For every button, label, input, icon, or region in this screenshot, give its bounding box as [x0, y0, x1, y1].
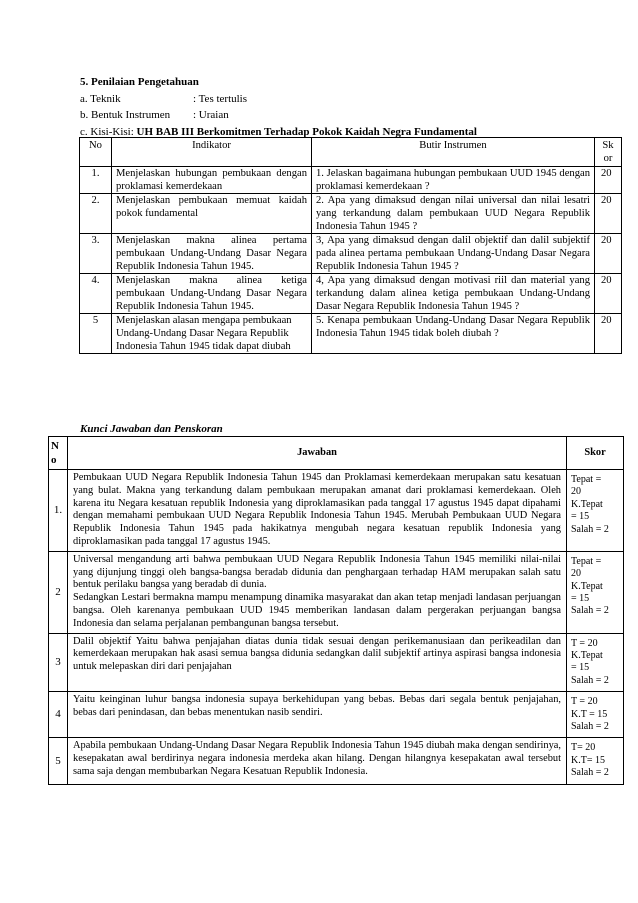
table-header-row	[49, 437, 624, 470]
answer-text: Universal mengandung arti bahwa pembukaan UUD Negara Republik Indonesia Tahun 1945 memiliki nilai-nilai yang dijunjung tinggi oleh bangsa-bangsa beradab didunia dan penghargaan terhadap HAM merupakan salah satu bentuk perilaku bangsa yang beradab di dunia.	[73, 553, 561, 591]
table-row	[80, 274, 622, 314]
row-butir: 2. Apa yang dimaksud dengan nilai universal dan nilai lesatri yang terkandung dalam pembukaan UUD Negara Republik Indonesia Tahun 1945 ?	[312, 194, 595, 234]
header-no: No	[80, 138, 112, 167]
score-line: K.Tepat	[571, 580, 603, 592]
score-line: Salah = 2	[571, 767, 609, 779]
table-row	[80, 234, 622, 274]
row-no: 4.	[80, 274, 112, 314]
score-line: K.Tepat	[571, 649, 603, 661]
table-row	[49, 692, 624, 738]
bentuk-value: : Uraian	[193, 109, 229, 121]
answer-text: Sedangkan Lestari bermakna mampu menampung dinamika masyarakat dan akan tetap menjadi landasan perjuangan bangsa. Oleh karenanya pembukaan UUD 1945 memberikan landasan dalam pergerakan perjuangan bangsa Indonesia dan selama perjalanan pembangunan bangsa tersebut.	[73, 592, 561, 629]
row-skor	[567, 633, 624, 692]
row-no: 4	[49, 692, 68, 738]
assessment-heading	[80, 74, 620, 140]
section-title: 5. Penilaian Pengetahuan	[80, 76, 199, 88]
row-skor: 20	[595, 234, 622, 274]
table-row	[80, 167, 622, 194]
table-row	[49, 470, 624, 552]
table-row	[80, 194, 622, 234]
header-skor: Sk or	[595, 138, 622, 167]
score-line: Tepat =	[571, 555, 602, 567]
row-skor	[567, 470, 624, 552]
score-line: T = 20	[571, 696, 598, 708]
score-line: T= 20	[571, 742, 596, 754]
row-butir: 3, Apa yang dimaksud dengan dalil objektif dan dalil subjektif pada alinea pertama pembukaan Undang-Undang Dasar Negara Republik Indonesia Tahun 1945 ?	[312, 234, 595, 274]
table-row	[49, 738, 624, 784]
table-row	[49, 551, 624, 633]
answer-text: Dalil objektif Yaitu bahwa penjajahan diatas dunia tidak sesuai dengan perikemanusiaan dan perikeadilan dan kemerdekaan merupakan hak asasi semua bangsa didunia sedangkan dalil subjektif artinya aspirasi bangsa indonesia untuk melepaskan diri dari penjajahan	[73, 635, 561, 673]
table-row	[49, 633, 624, 692]
teknik-value: : Tes tertulis	[193, 92, 248, 105]
row-skor: 20	[595, 167, 622, 194]
header-butir: Butir Instrumen	[312, 138, 595, 167]
row-no: 3.	[80, 234, 112, 274]
kunci-jawaban-title: Kunci Jawaban dan Penskoran	[80, 423, 223, 435]
score-line: T = 20	[571, 637, 598, 649]
kisi-label: c. Kisi-Kisi:	[80, 125, 134, 138]
score-line: Salah = 2	[571, 605, 609, 617]
score-line: = 15	[571, 511, 590, 523]
score-line: Salah = 2	[571, 721, 609, 732]
row-skor: 20	[595, 314, 622, 354]
row-skor	[567, 738, 624, 784]
row-jawaban	[68, 551, 567, 633]
row-no: 3	[49, 633, 68, 692]
row-jawaban	[68, 470, 567, 552]
row-indikator: Menjelaskan hubungan pembukaan dengan proklamasi kemerdekaan	[112, 167, 312, 194]
row-skor: 20	[595, 274, 622, 314]
row-skor	[567, 551, 624, 633]
row-skor	[567, 692, 624, 738]
score-line: Tepat =	[571, 474, 602, 485]
row-butir: 1. Jelaskan bagaimana hubungan pembukaan UUD 1945 dengan proklamasi kemerdekaan ?	[312, 167, 595, 194]
header-no: N o	[49, 437, 68, 470]
bentuk-line	[80, 107, 620, 124]
row-no: 5	[80, 314, 112, 354]
row-no: 1.	[49, 470, 68, 552]
jawaban-table	[48, 436, 624, 785]
teknik-label: a. Teknik	[80, 92, 121, 105]
row-skor: 20	[595, 194, 622, 234]
row-jawaban	[68, 738, 567, 784]
table-row	[80, 314, 622, 354]
bentuk-label: b. Bentuk Instrumen	[80, 109, 171, 121]
table-header-row	[80, 138, 622, 167]
kisi-value: UH BAB III Berkomitmen Terhadap Pokok Kaidah Negra Fundamental	[136, 125, 477, 138]
score-line: 20	[571, 486, 581, 498]
score-line: = 15	[571, 593, 590, 604]
row-jawaban	[68, 633, 567, 692]
kisi-kisi-table	[79, 137, 622, 354]
score-line: = 15	[571, 662, 590, 674]
score-line: Salah = 2	[571, 523, 609, 535]
header-jawaban: Jawaban	[68, 437, 567, 470]
answer-text: Yaitu keinginan luhur bangsa indonesia supaya berkehidupan yang bebas. Bebas dari segala bentuk penjajahan, bebas dari penindasan, dan bebas menentukan nasib sendiri.	[73, 694, 561, 718]
answer-text: Apabila pembukaan Undang-Undang Dasar Negara Republik Indonesia Tahun 1945 diubah maka dengan sendirinya, kesepakatan awal berdirinya negara indonesia merdeka akan hilang. Dengan hilangnya kesepakatan awal tersebut sama saja dengan membubarkan Negara Kesatuan Republik Indonesia.	[73, 740, 561, 777]
row-butir: 4, Apa yang dimaksud dengan motivasi riil dan material yang terkandung dalam alinea ketiga pembukaan Undang-Undang Dasar Negara Republik Indonesia Tahun 1945 ?	[312, 274, 595, 314]
row-indikator: Menjelaskan makna alinea pertama pembukaan Undang-Undang Dasar Negara Republik Indonesia Tahun 1945.	[112, 234, 312, 274]
score-line: K.T = 15	[571, 708, 608, 720]
row-no: 2	[49, 551, 68, 633]
score-line: 20	[571, 568, 581, 580]
row-no: 2.	[80, 194, 112, 234]
row-jawaban	[68, 692, 567, 738]
score-line: K.Tepat	[571, 498, 603, 510]
header-skor: Skor	[567, 437, 624, 470]
row-indikator: Menjelaskan makna alinea ketiga pembukaan Undang-Undang Dasar Negara Republik Indonesia Tahun 1945.	[112, 274, 312, 314]
teknik-line	[80, 91, 620, 108]
row-indikator: Menjelaskan alasan mengapa pembukaan Undang-Undang Dasar Negara Republik Indonesia Tahun 1945 tidak dapat diubah	[112, 314, 312, 354]
row-no: 5	[49, 738, 68, 784]
score-line: K.T= 15	[571, 754, 605, 766]
row-no: 1.	[80, 167, 112, 194]
row-butir: 5. Kenapa pembukaan Undang-Undang Dasar Negara Republik Indonesia Tahun 1945 tidak boleh diubah ?	[312, 314, 595, 354]
answer-text: Pembukaan UUD Negara Republik Indonesia Tahun 1945 dan Proklamasi kemerdekaan merupakan satu kesatuan yang bulat. Makna yang terkandung dalam pembukaan merupakan amanat dari proklamasi kemerdekaan. Oleh karena itu Negara kesatuan republik Indonesia yang diproklamasikan pada tanggal 17 agustus 1945 dapat dipahami dengan memahami pembukaan UUD Negara Republik Indonesia Tahun 1945. Merubah Pembukaan UUD Negara Republik Indonesia Tahun 1945 pada hakikatnya mengubah negara kesatuan republik Indonesia yang diproklamasikan pada tanggal 17 agustus 1945.	[73, 472, 561, 547]
row-indikator: Menjelaskan pembukaan memuat kaidah pokok fundamental	[112, 194, 312, 234]
score-line: Salah = 2	[571, 674, 609, 686]
header-indikator: Indikator	[112, 138, 312, 167]
